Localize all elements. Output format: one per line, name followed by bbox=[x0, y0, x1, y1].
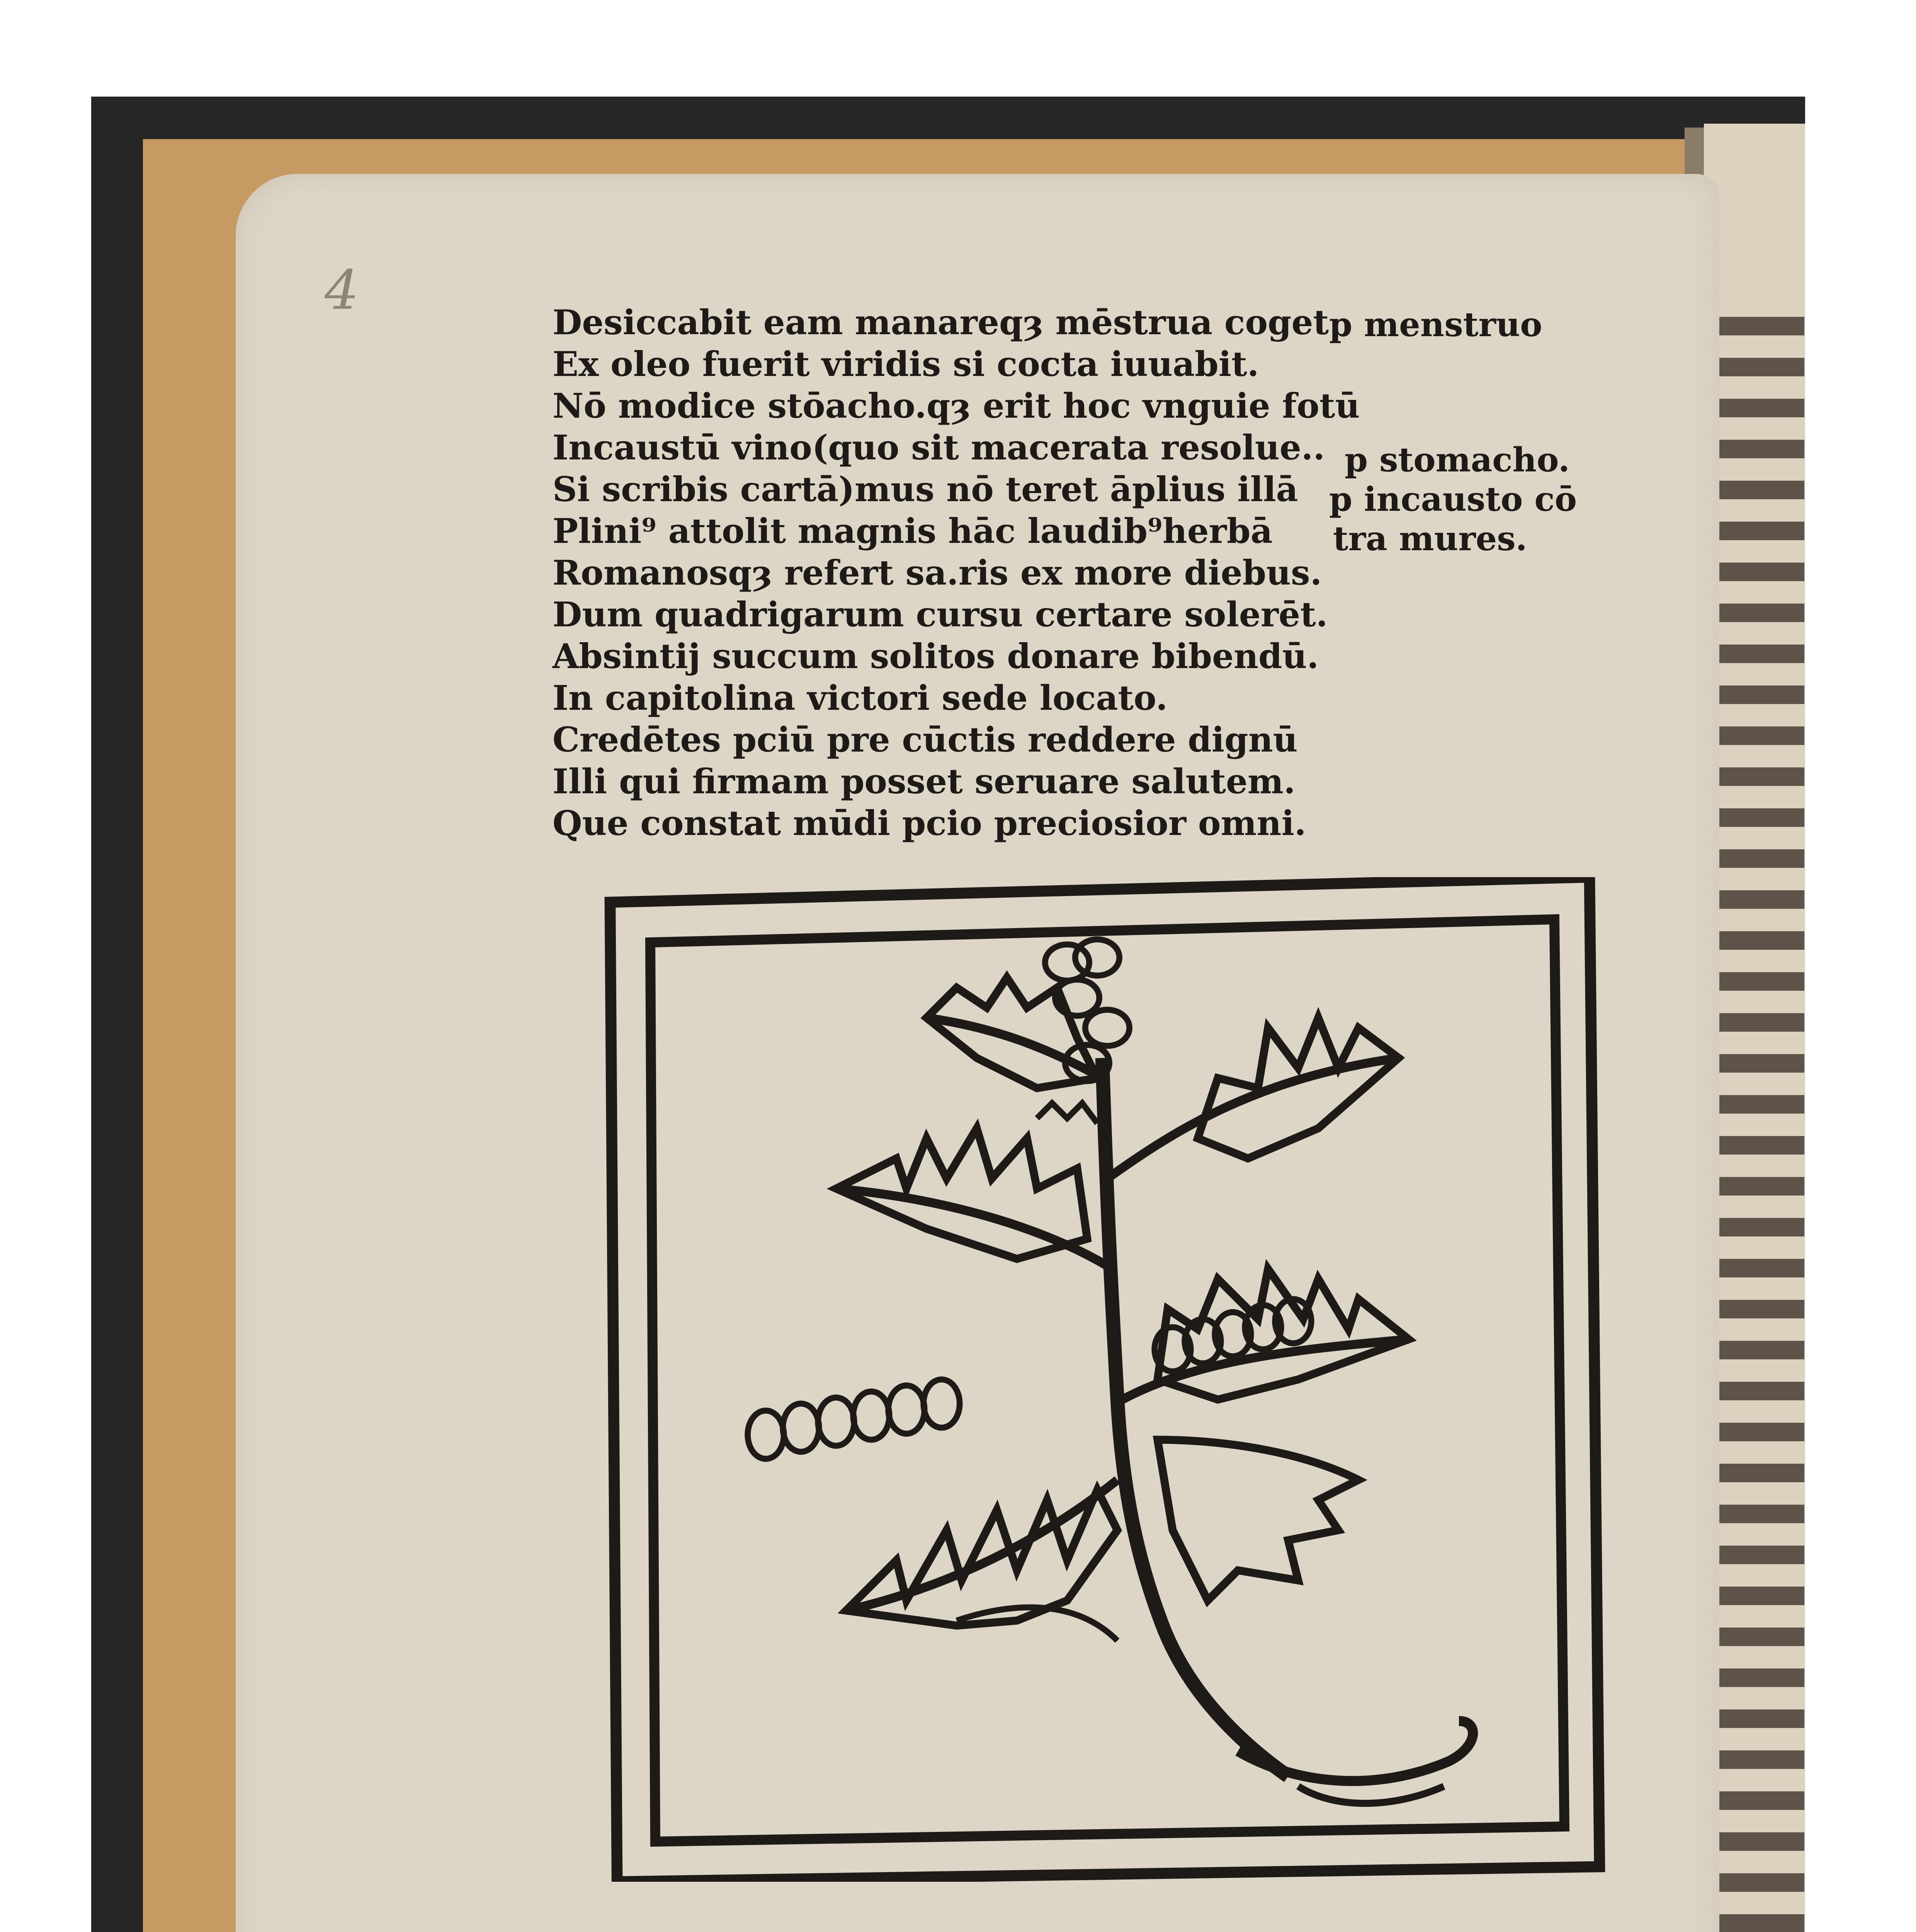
text-line: Absintij succum solitos donare bibendū. bbox=[553, 636, 1319, 676]
text-line: Ex oleo fuerit viridis si cocta iuuabit. bbox=[553, 344, 1259, 384]
margin-note-menstruo: p menstruo bbox=[1329, 305, 1542, 344]
woodcut-plant-illustration bbox=[576, 877, 1619, 1882]
book-page bbox=[236, 174, 1719, 1932]
margin-note-stomacho: p stomacho. bbox=[1345, 440, 1570, 480]
text-line: Desiccabit eam manareqȝ mēstrua coget bbox=[553, 302, 1329, 342]
text-line: Illi qui firmam posset seruare salutem. bbox=[553, 761, 1295, 801]
text-line: Incaustū vino(quo sit macerata resolue.. bbox=[553, 427, 1325, 468]
text-line: Romanosqȝ refert sa.ris ex more diebus. bbox=[553, 553, 1322, 593]
text-line: Credētes pciū pre cūctis reddere dignū bbox=[553, 719, 1298, 760]
text-line: In capitolina victori sede locato. bbox=[553, 678, 1168, 718]
text-line: Que constat mūdi pcio preciosior omni. bbox=[553, 803, 1306, 843]
margin-note-incausto: p incausto cō bbox=[1329, 480, 1577, 519]
page-number-mark: 4 bbox=[325, 259, 359, 322]
facing-page-text bbox=[1715, 317, 1804, 1932]
main-text bbox=[553, 301, 1557, 844]
text-line: Dum quadrigarum cursu certare solerēt. bbox=[553, 594, 1328, 634]
text-line: Nō modice stōacho.qȝ erit hoc vnguie fotū bbox=[553, 386, 1360, 426]
woodcut-plant-image bbox=[576, 877, 1619, 1882]
text-line: Plini⁹ attolit magnis hāc laudib⁹herbā bbox=[553, 511, 1273, 551]
text-line: Si scribis cartā)mus nō teret āplius illā bbox=[553, 469, 1298, 509]
margin-note-mures: tra mures. bbox=[1333, 519, 1527, 558]
